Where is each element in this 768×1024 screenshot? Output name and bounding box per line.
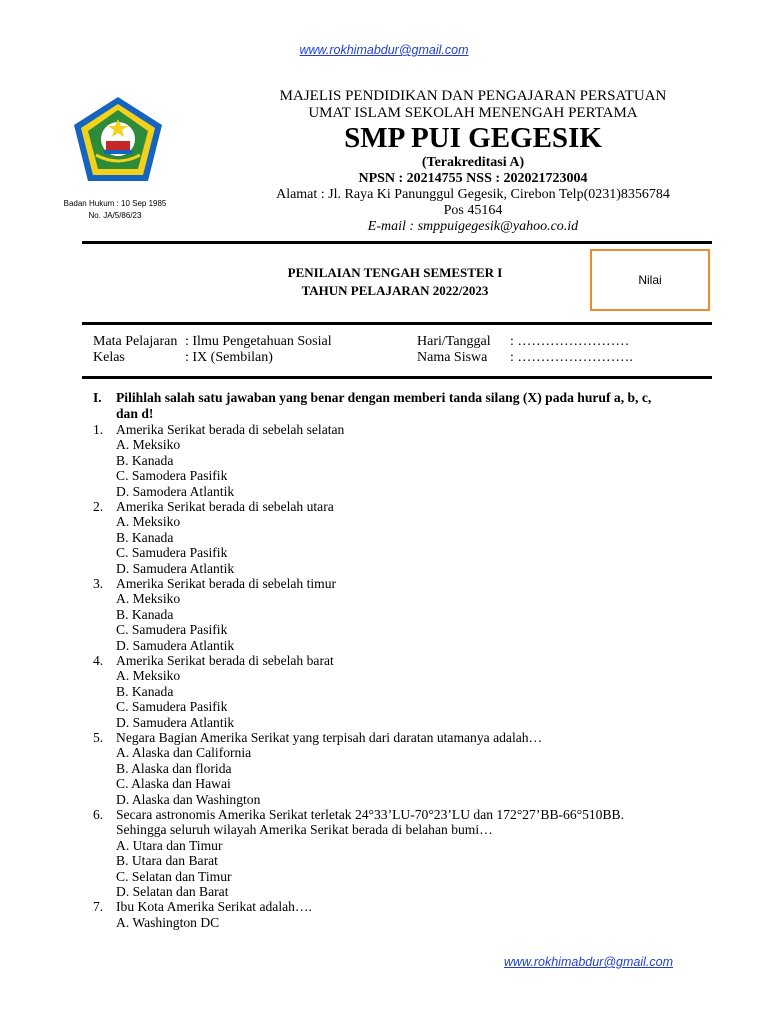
answer-option[interactable]: B. Kanada [116, 606, 174, 622]
name-label: Nama Siswa [417, 350, 488, 365]
answer-option[interactable]: A. Utara dan Timur [116, 837, 223, 853]
header-divider [82, 241, 712, 244]
score-box[interactable] [590, 249, 710, 311]
date-label: Hari/Tanggal [417, 334, 491, 349]
answer-option[interactable]: A. Washington DC [116, 914, 220, 930]
answer-option[interactable]: C. Samudera Pasifik [116, 545, 228, 561]
answer-option[interactable]: D. Samudera Atlantik [116, 560, 235, 576]
question-number: 3. [93, 576, 104, 591]
subject-label: Mata Pelajaran [93, 334, 178, 349]
answer-option[interactable]: B. Kanada [116, 452, 174, 468]
answer-option[interactable]: B. Alaska dan florida [116, 760, 232, 776]
subject-value: : Ilmu Pengetahuan Sosial [185, 334, 332, 349]
section-number: I. [93, 390, 102, 405]
question-number: 7. [93, 899, 104, 915]
question-number: 2. [93, 499, 104, 514]
answer-option[interactable]: B. Kanada [116, 529, 174, 545]
top-email-link[interactable]: www.rokhimabdur@gmail.com [299, 43, 469, 57]
question-number: 5. [93, 730, 104, 745]
question-text: Secara astronomis Amerika Serikat terletak 24°33’LU-70°23’LU dan 172°27’BB-66°510BB. [116, 807, 624, 822]
date-field[interactable]: : …………………… [510, 334, 630, 349]
instruction-text: Pilihlah salah satu jawaban yang benar dengan memberi tanda silang (X) pada huruf a, b, c, dan d! [116, 390, 652, 421]
class-label: Kelas [93, 350, 125, 365]
answer-option[interactable]: D. Alaska dan Washington [116, 791, 261, 807]
question-number: 4. [93, 653, 104, 668]
school-email: E-mail : smppuigegesik@yahoo.co.id [367, 219, 579, 234]
answer-option[interactable]: C. Alaska dan Hawai [116, 776, 231, 792]
info-divider [82, 376, 712, 379]
question-text: Amerika Serikat berada di sebelah selatan [116, 422, 345, 437]
accreditation: (Terakreditasi A) [421, 155, 525, 170]
score-label: Nilai [638, 273, 662, 287]
question-text: Amerika Serikat berada di sebelah barat [116, 653, 334, 668]
answer-option[interactable]: A. Meksiko [116, 437, 181, 453]
question-number: 6. [93, 807, 104, 822]
question-text: Ibu Kota Amerika Serikat adalah…. [116, 899, 312, 915]
answer-option[interactable]: A. Meksiko [116, 514, 181, 530]
answer-option[interactable]: D. Samudera Atlantik [116, 714, 235, 730]
question-text: Amerika Serikat berada di sebelah utara [116, 499, 334, 514]
answer-option[interactable]: B. Kanada [116, 683, 174, 699]
answer-option[interactable]: D. Samudera Atlantik [116, 637, 235, 653]
school-emblem-icon [68, 95, 168, 187]
postal-code: Pos 45164 [443, 203, 503, 218]
answer-option[interactable]: A. Meksiko [116, 668, 181, 684]
badan-hukum-date: Badan Hukum : 10 Sep 1985 [63, 199, 167, 208]
badan-hukum-number: No. JA/5/86/23 [88, 211, 142, 220]
question-text: Amerika Serikat berada di sebelah timur [116, 576, 337, 591]
answer-option[interactable]: D. Samodera Atlantik [116, 483, 235, 499]
npsn-nss: NPSN : 20214755 NSS : 202021723004 [358, 171, 588, 186]
school-address: Alamat : Jl. Raya Ki Panunggul Gegesik, Cirebon Telp(0231)8356784 [276, 187, 670, 202]
student-name-field[interactable]: : ……………………. [510, 350, 633, 365]
school-name: SMP PUI GEGESIK [344, 122, 602, 154]
answer-option[interactable]: B. Utara dan Barat [116, 853, 218, 869]
question-text: Negara Bagian Amerika Serikat yang terpisah dari daratan utamanya adalah… [116, 730, 543, 745]
exam-title-line-2: TAHUN PELAJARAN 2022/2023 [301, 283, 489, 298]
question-number: 1. [93, 422, 104, 437]
answer-option[interactable]: A. Meksiko [116, 591, 181, 607]
answer-option[interactable]: C. Samodera Pasifik [116, 468, 228, 484]
answer-option[interactable]: C. Selatan dan Timur [116, 868, 232, 884]
legal-registration [40, 198, 190, 222]
class-value: : IX (Sembilan) [185, 350, 273, 365]
answer-option[interactable]: A. Alaska dan California [116, 745, 252, 761]
exam-divider [82, 322, 712, 325]
org-line-2: UMAT ISLAM SEKOLAH MENENGAH PERTAMA [308, 105, 638, 121]
exam-title-line-1: PENILAIAN TENGAH SEMESTER I [287, 265, 503, 280]
question-text: Sehingga seluruh wilayah Amerika Serikat berada di belahan bumi… [116, 822, 493, 838]
answer-option[interactable]: C. Samudera Pasifik [116, 699, 228, 715]
answer-option[interactable]: D. Selatan dan Barat [116, 884, 229, 899]
bottom-email-link[interactable]: www.rokhimabdur@gmail.com [504, 955, 673, 969]
answer-option[interactable]: C. Samudera Pasifik [116, 622, 228, 638]
org-line-1: MAJELIS PENDIDIKAN DAN PENGAJARAN PERSATUAN [279, 88, 667, 104]
